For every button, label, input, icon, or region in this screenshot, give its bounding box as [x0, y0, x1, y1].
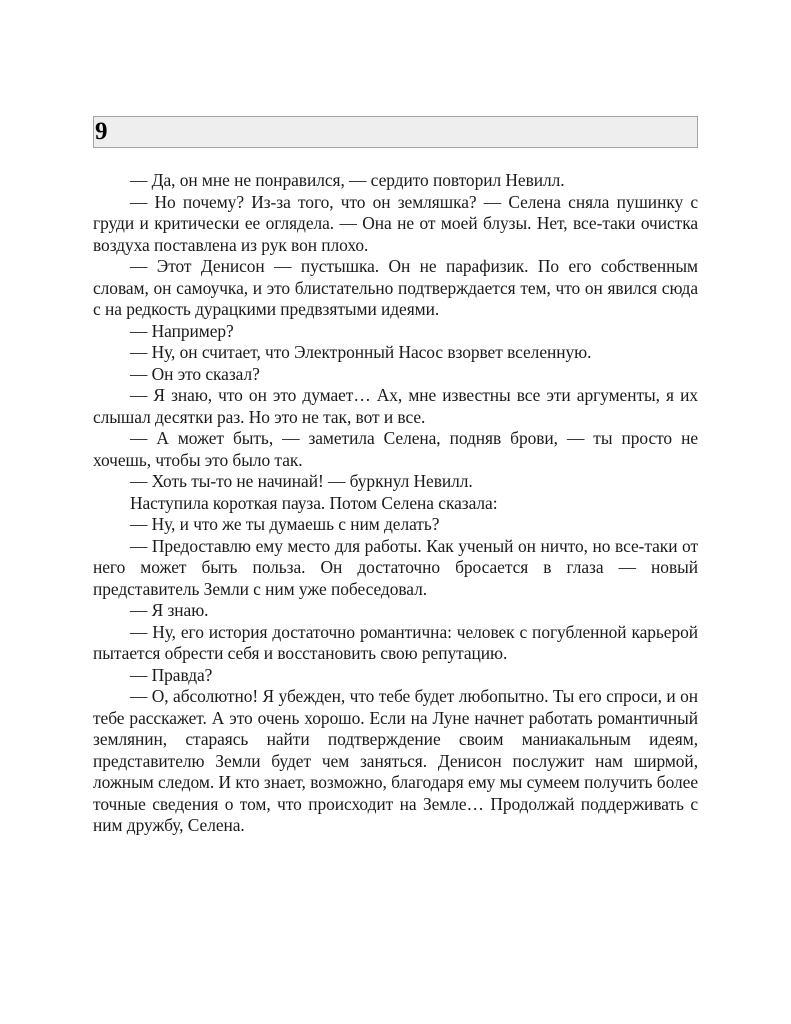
paragraph: — Но почему? Из-за того, что он земляшка? — Селена сняла пушинку с груди и критически ее оглядела. — Она не от моей блузы. Нет, все-таки очистка воздуха поставлена из рук вон плохо.	[93, 191, 698, 255]
document-page	[93, 116, 698, 837]
paragraph: — Например?	[130, 320, 234, 341]
paragraph: — О, абсолютно! Я убежден, что тебе будет любопытно. Ты его спроси, и он тебе расскажет. А это очень хорошо. Если на Луне начнет работать романтичный землянин, стараясь найти подтверждение своим маниакальным идеям, представителю Земли будет чем заняться. Денисон послужит нам ширмой, ложным следом. И кто знает, возможно, благодаря ему мы сумеем получить более точные сведения о том, что происходит на Земле… Продолжай поддерживать с ним дружбу, Селена.	[93, 686, 698, 835]
paragraph: — Ну, и что же ты думаешь с ним делать?	[130, 514, 440, 534]
paragraph: — Я знаю, что он это думает… Ах, мне известны все эти аргументы, я их слышал десятки раз. Но это не так, вот и все.	[93, 385, 698, 427]
paragraph: — Ну, его история достаточно романтична: человек с погубленной карьерой пытается обрести себя и восстановить свою репутацию.	[93, 621, 698, 663]
chapter-heading: 9	[93, 116, 698, 148]
body-text	[93, 170, 698, 837]
paragraph: Наступила короткая пауза. Потом Селена сказала:	[130, 492, 498, 513]
paragraph: — Ну, он считает, что Электронный Насос взорвет вселенную.	[130, 342, 592, 362]
paragraph: — А может быть, — заметила Селена, подняв брови, — ты просто не хочешь, чтобы это было так.	[93, 428, 698, 470]
paragraph: — Предоставлю ему место для работы. Как ученый он ничто, но все-таки от него может быть польза. Он достаточно бросается в глаза — новый представитель Земли с ним уже побеседовал.	[93, 535, 698, 599]
paragraph: — Я знаю.	[130, 600, 209, 620]
paragraph: — Он это сказал?	[130, 363, 260, 384]
paragraph: — Хоть ты-то не начинай! — буркнул Невилл.	[130, 471, 473, 491]
paragraph: — Да, он мне не понравился, — сердито повторил Невилл.	[130, 170, 565, 190]
paragraph: — Этот Денисон — пустышка. Он не парафизик. По его собственным словам, он самоучка, и это блистательно подтверждается тем, что он явился сюда с на редкость дурацкими предвзятыми идеями.	[93, 256, 698, 319]
paragraph: — Правда?	[130, 664, 213, 685]
